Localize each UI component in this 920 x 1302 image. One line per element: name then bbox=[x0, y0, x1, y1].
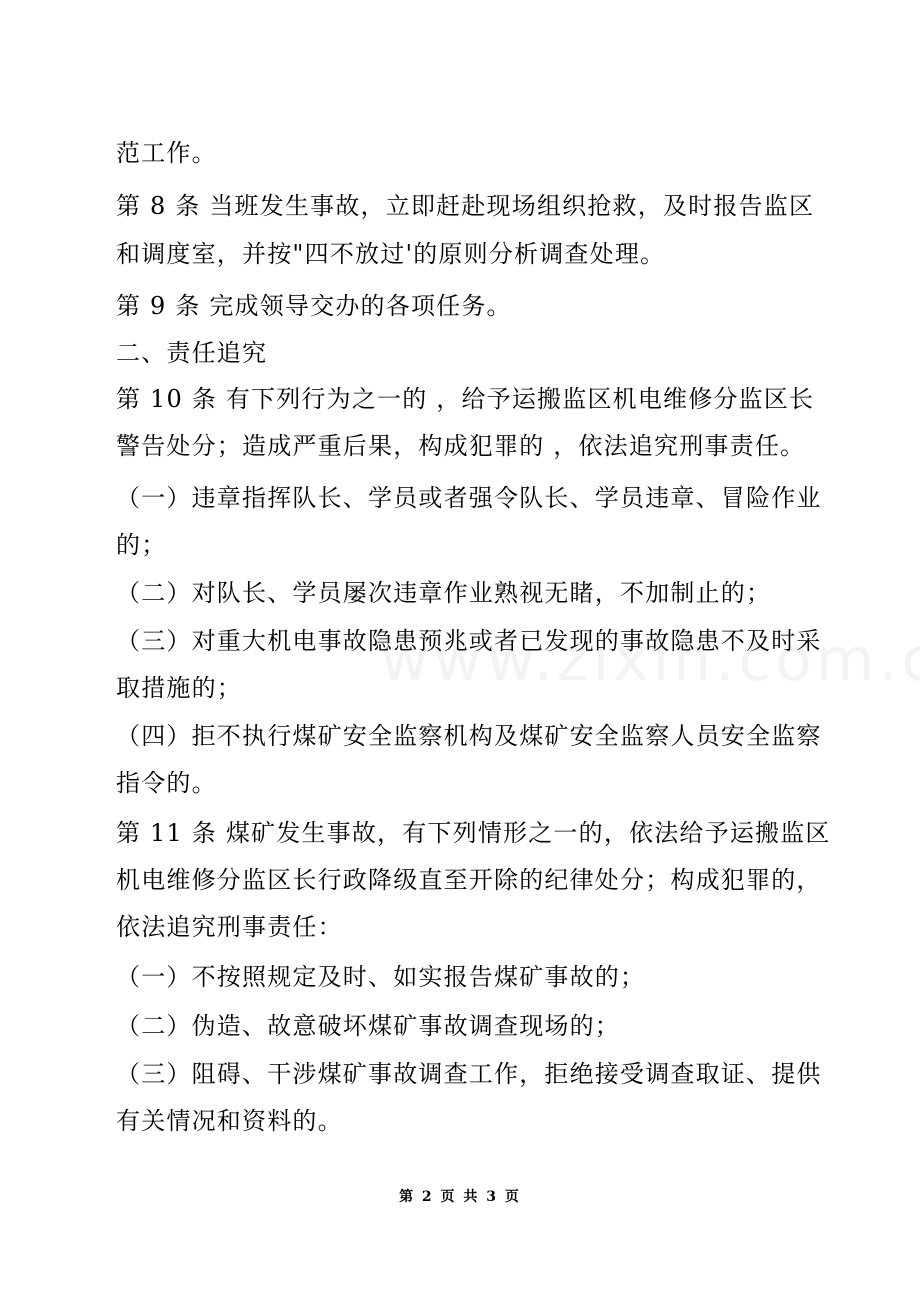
text-line: 范工作。 bbox=[116, 139, 217, 167]
text-line: 第 10 条 有下列行为之一的 ，给予运搬监区机电维修分监区长 bbox=[116, 385, 815, 413]
text-line: （二）伪造、故意破坏煤矿事故调查现场的； bbox=[116, 1012, 620, 1040]
text-line: （一）不按照规定及时、如实报告煤矿事故的； bbox=[116, 963, 646, 991]
text-line: （三）阻碍、干涉煤矿事故调查工作，拒绝接受调查取证、提供 bbox=[116, 1060, 822, 1088]
text-line: 取措施的； bbox=[116, 674, 242, 702]
text-line: （一）违章指挥队长、学员或者强令队长、学员违章、冒险作业 bbox=[116, 484, 822, 512]
text-line: 第 8 条 当班发生事故，立即赶赴现场组织抢救，及时报告监区 bbox=[116, 192, 815, 220]
text-line: 有关情况和资料的。 bbox=[116, 1107, 343, 1135]
text-line: （四）拒不执行煤矿安全监察机构及煤矿安全监察人员安全监察 bbox=[116, 722, 822, 750]
text-line: 机电维修分监区长行政降级直至开除的纪律处分；构成犯罪的， bbox=[116, 866, 822, 894]
text-line: 指令的。 bbox=[116, 769, 217, 797]
text-line: 警告处分；造成严重后果，构成犯罪的 ，依法追究刑事责任。 bbox=[116, 432, 806, 460]
text-line: 依法追究刑事责任： bbox=[116, 913, 343, 941]
text-line: 第 9 条 完成领导交办的各项任务。 bbox=[116, 292, 512, 320]
text-line: 和调度室，并按"四不放过'的原则分析调查处理。 bbox=[116, 240, 666, 268]
page-number-footer: 第 2 页 共 3 页 bbox=[399, 1189, 521, 1205]
text-line: 第 11 条 煤矿发生事故，有下列情形之一的，依法给予运搬监区 bbox=[116, 819, 831, 847]
section-heading: 二、责任追究 bbox=[116, 339, 268, 367]
text-line: （二）对队长、学员屡次违章作业熟视无睹，不加制止的； bbox=[116, 579, 772, 607]
text-line: （三）对重大机电事故隐患预兆或者已发现的事故隐患不及时采 bbox=[116, 627, 822, 655]
text-line: 的； bbox=[116, 531, 167, 559]
